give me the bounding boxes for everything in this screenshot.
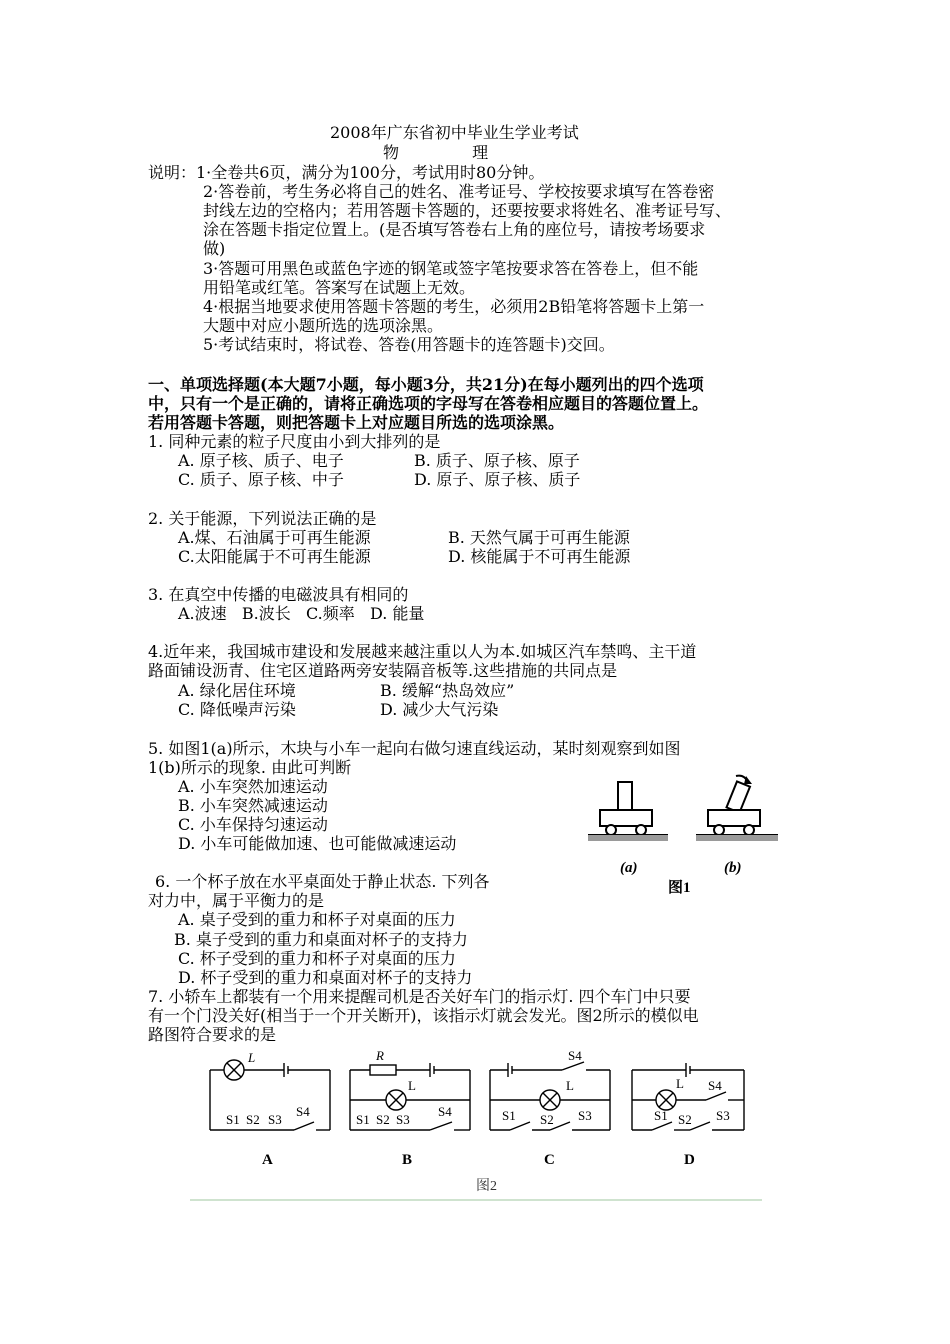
section-heading-line2: 中，只有一个是正确的，请将正确选项的字母写在答卷相应题目的答题位置上。 [148, 394, 709, 413]
note-4-line1: 4·根据当地要求使用答题卡答题的考生，必须用2B铅笔将答题卡上第一 [203, 297, 705, 316]
label-a-S3: S3 [268, 1112, 282, 1127]
note-2-line4: 做) [203, 239, 226, 258]
label-d-S3: S3 [716, 1108, 730, 1123]
q6-stem-line1: 6. 一个杯子放在水平桌面处于静止状态. 下列各 [155, 872, 490, 891]
figure-1 [586, 772, 782, 896]
q3-options: A.波速 B.波长 C.频率 D. 能量 [178, 604, 425, 623]
q6-option-b: B. 桌子受到的重力和桌面对杯子的支持力 [174, 930, 468, 949]
circuit-label-c: C [544, 1152, 555, 1168]
fig1-label-a: (a) [620, 860, 638, 876]
note-4-line2: 大题中对应小题所选的选项涂黑。 [203, 316, 444, 335]
q7-stem-line2: 有一个门没关好(相当于一个开关断开)，该指示灯就会发光。图2所示的模似电 [148, 1006, 699, 1025]
q4-option-b: B. 缓解“热岛效应” [380, 681, 515, 700]
q5-option-d: D. 小车可能做加速、也可能做减速运动 [178, 834, 457, 853]
label-b-S3: S3 [396, 1112, 410, 1127]
label-b-S2: S2 [376, 1112, 390, 1127]
cart-a [588, 782, 668, 841]
q7-stem-line1: 7. 小轿车上都装有一个用来提醒司机是否关好车门的指示灯. 四个车门中只要 [148, 987, 691, 1006]
q1-option-c: C. 质子、原子核、中子 [178, 470, 344, 489]
q2-option-d: D. 核能属于不可再生能源 [448, 547, 631, 566]
q1-stem: 1. 同种元素的粒子尺度由小到大排列的是 [148, 432, 441, 451]
q5-stem-line1: 5. 如图1(a)所示，木块与小车一起向右做匀速直线运动，某时刻观察到如图 [148, 739, 681, 758]
label-b-R: R [376, 1048, 384, 1063]
label-b-S4: S4 [438, 1104, 452, 1119]
q6-option-d: D. 杯子受到的重力和桌面对杯子的支持力 [178, 968, 473, 987]
section-heading-line3: 若用答题卡答题，则把答题卡上对应题目所选的选项涂黑。 [148, 413, 565, 432]
q4-stem-line2: 路面铺设沥青、住宅区道路两旁安装隔音板等.这些措施的共同点是 [148, 661, 618, 680]
label-a-S2: S2 [246, 1112, 260, 1127]
exam-subject: 物 理 [383, 143, 523, 162]
circuit-label-d: D [684, 1152, 695, 1168]
note-5: 5·考试结束时，将试卷、答卷(用答题卡的连答题卡)交回。 [203, 335, 615, 354]
label-a-L: L [248, 1050, 256, 1065]
label-c-S2: S2 [540, 1112, 554, 1127]
fig2-caption: 图2 [476, 1179, 497, 1194]
label-d-S1: S1 [654, 1108, 668, 1123]
note-1: 说明：1·全卷共6页，满分为100分，考试用时80分钟。 [148, 163, 545, 182]
q3-stem: 3. 在真空中传播的电磁波具有相同的 [148, 585, 409, 604]
q1-option-a: A. 原子核、质子、电子 [178, 451, 344, 470]
exam-title: 2008年广东省初中毕业生学业考试 [330, 123, 579, 142]
q1-option-b: B. 质子、原子核、原子 [414, 451, 580, 470]
q2-option-b: B. 天然气属于可再生能源 [448, 528, 630, 547]
label-d-L: L [676, 1076, 684, 1091]
label-c-S4: S4 [568, 1048, 582, 1063]
cart-b [696, 776, 778, 841]
note-2-line2: 封线左边的空格内；若用答题卡答题的，还要按要求将姓名、准考证号写、 [203, 201, 732, 220]
q2-stem: 2. 关于能源，下列说法正确的是 [148, 509, 377, 528]
q1-option-d: D. 原子、原子核、质子 [414, 470, 581, 489]
label-d-S4: S4 [708, 1078, 722, 1093]
fig1-label-b: (b) [724, 860, 742, 876]
figure-2 [190, 1046, 762, 1202]
label-c-L: L [566, 1078, 574, 1093]
circuit-label-a: A [262, 1152, 273, 1168]
q7-stem-line3: 路图符合要求的是 [148, 1025, 277, 1044]
note-3-line2: 用铅笔或红笔。答案写在试题上无效。 [203, 278, 476, 297]
circuit-label-b: B [402, 1152, 413, 1168]
q2-option-a: A.煤、石油属于可再生能源 [178, 528, 371, 547]
label-c-S3: S3 [578, 1108, 592, 1123]
note-3-line1: 3·答题可用黑色或蓝色字迹的钢笔或签字笔按要求答在答卷上，但不能 [203, 259, 699, 278]
q5-option-c: C. 小车保持匀速运动 [178, 815, 328, 834]
label-b-S1: S1 [356, 1112, 370, 1127]
label-d-S2: S2 [678, 1112, 692, 1127]
q6-stem-line2: 对力中，属于平衡力的是 [148, 891, 325, 910]
label-c-S1: S1 [502, 1108, 516, 1123]
q5-option-b: B. 小车突然减速运动 [178, 796, 328, 815]
q2-option-c: C.太阳能属于不可再生能源 [178, 547, 371, 566]
note-2-line3: 涂在答题卡指定位置上。(是否填写答卷右上角的座位号，请按考场要求 [203, 220, 706, 239]
label-a-S4: S4 [296, 1104, 310, 1119]
fig1-caption: 图1 [668, 880, 691, 896]
note-2-line1: 2·答卷前，考生务必将自己的姓名、准考证号、学校按要求填写在答卷密 [203, 182, 715, 201]
label-b-L: L [408, 1078, 416, 1093]
section-heading-line1: 一、单项选择题(本大题7小题，每小题3分，共21分)在每小题列出的四个选项 [148, 375, 704, 394]
q4-stem-line1: 4.近年来，我国城市建设和发展越来越注重以人为本.如城区汽车禁鸣、主干道 [148, 642, 697, 661]
q6-option-a: A. 桌子受到的重力和杯子对桌面的压力 [178, 910, 456, 929]
q4-option-c: C. 降低噪声污染 [178, 700, 296, 719]
q5-option-a: A. 小车突然加速运动 [178, 777, 328, 796]
q5-stem-line2: 1(b)所示的现象. 由此可判断 [148, 758, 352, 777]
q4-option-d: D. 减少大气污染 [380, 700, 499, 719]
label-a-S1: S1 [226, 1112, 240, 1127]
q4-option-a: A. 绿化居住环境 [178, 681, 296, 700]
q6-option-c: C. 杯子受到的重力和杯子对桌面的压力 [178, 949, 456, 968]
